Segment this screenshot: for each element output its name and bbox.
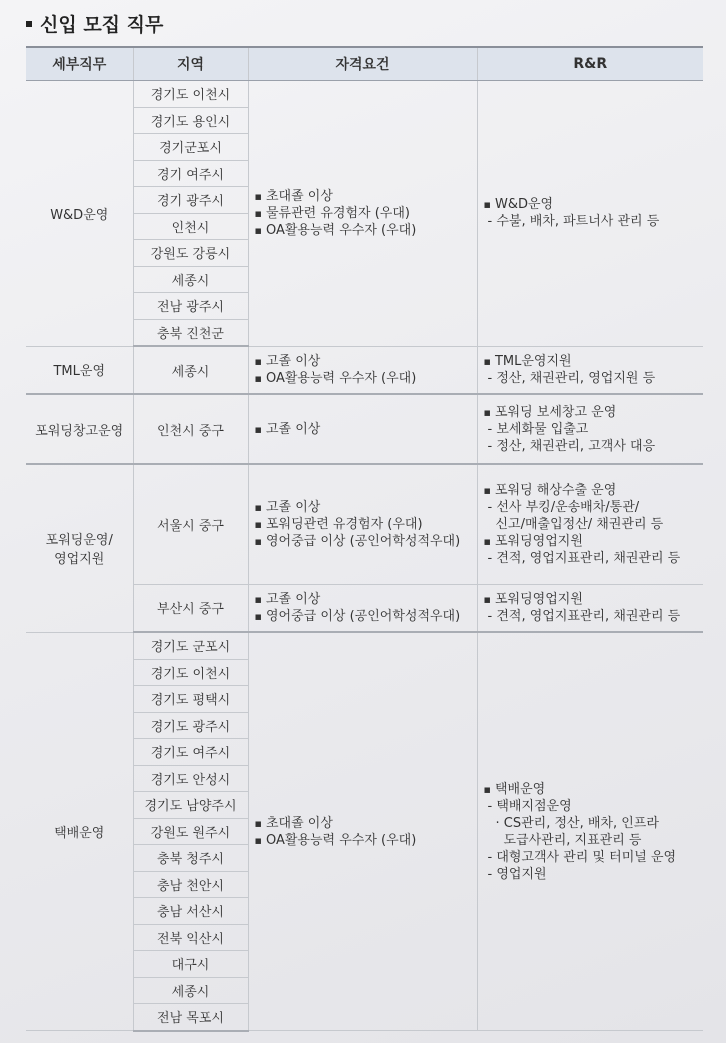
location-cell: 경기도 용인시 [133, 107, 248, 134]
rr-item: ▪ W&D운영 [484, 196, 700, 213]
location-cell: 전남 목포시 [133, 1004, 248, 1031]
rr-cell [477, 584, 703, 632]
requirement-item: ▪ OA활용능력 우수자 (우대) [255, 370, 473, 387]
requirement-item: ▪ 고졸 이상 [255, 591, 473, 608]
requirements-cell [248, 81, 477, 347]
location-cell: 강원도 강릉시 [133, 240, 248, 267]
rr-subitem: - 견적, 영업지표관리, 채권관리 등 [487, 550, 681, 566]
location-cell: 경기 광주시 [133, 187, 248, 214]
table-row [26, 394, 703, 464]
recruitment-table [26, 46, 703, 1032]
rr-subitem: - 수불, 배차, 파트너사 관리 등 [487, 214, 660, 230]
header-location: 지역 [133, 47, 248, 81]
location-cell: 대구시 [133, 951, 248, 978]
section-title [26, 10, 163, 37]
rr-cell [477, 464, 703, 584]
recruitment-table-wrapper [26, 46, 703, 1032]
rr-subitem: - 영업지원 [487, 866, 547, 882]
table-row [26, 81, 703, 108]
header-requirements: 자격요건 [248, 47, 477, 81]
rr-cell [477, 346, 703, 394]
table-row [26, 346, 703, 394]
rr-subitem: 신고/매출입정산/ 채권관리 등 [495, 516, 664, 532]
rr-subitem: - 보세화물 입출고 [487, 421, 589, 437]
location-cell: 서울시 중구 [133, 464, 248, 584]
rr-item: ▪ 포워딩 보세창고 운영 [484, 404, 700, 421]
location-cell: 경기도 이천시 [133, 81, 248, 108]
header-rr: R&R [477, 47, 703, 81]
location-cell: 경기군포시 [133, 134, 248, 161]
location-cell: 충북 청주시 [133, 845, 248, 872]
location-cell: 세종시 [133, 977, 248, 1004]
requirement-item: ▪ 초대졸 이상 [255, 188, 473, 205]
rr-item: ▪ TML운영지원 [484, 353, 700, 370]
location-cell: 경기도 남양주시 [133, 792, 248, 819]
rr-cell [477, 394, 703, 464]
location-cell: 충남 천안시 [133, 871, 248, 898]
requirement-item: ▪ 영어중급 이상 (공인어학성적우대) [255, 608, 473, 625]
rr-cell [477, 81, 703, 347]
location-cell: 경기도 평택시 [133, 686, 248, 713]
location-cell: 충북 진천군 [133, 319, 248, 346]
bullet-square-icon [26, 21, 32, 27]
role-cell: TML운영 [26, 346, 133, 394]
location-cell: 부산시 중구 [133, 584, 248, 632]
rr-item: ▪ 포워딩영업지원 [484, 591, 700, 608]
location-cell: 경기도 군포시 [133, 632, 248, 659]
rr-item: ▪ 택배운영 [484, 781, 700, 798]
rr-subitem: - 정산, 채권관리, 고객사 대응 [487, 438, 656, 454]
table-row [26, 632, 703, 659]
requirements-cell [248, 632, 477, 1031]
requirement-item: ▪ 고졸 이상 [255, 421, 473, 438]
requirements-cell [248, 394, 477, 464]
location-cell: 인천시 중구 [133, 394, 248, 464]
table-header-row [26, 47, 703, 81]
rr-subitem: - 선사 부킹/운송배차/통관/ [487, 499, 640, 515]
location-cell: 경기도 광주시 [133, 712, 248, 739]
rr-subitem: - 정산, 채권관리, 영업지원 등 [487, 370, 656, 386]
table-row [26, 464, 703, 584]
header-role: 세부직무 [26, 47, 133, 81]
rr-cell [477, 632, 703, 1031]
requirement-item: ▪ 물류관련 유경험자 (우대) [255, 205, 473, 222]
location-cell: 경기도 여주시 [133, 739, 248, 766]
location-cell: 경기 여주시 [133, 160, 248, 187]
section-title-text: 신입 모집 직무 [40, 14, 164, 36]
location-cell: 전북 익산시 [133, 924, 248, 951]
requirements-cell [248, 464, 477, 584]
requirement-item: ▪ 고졸 이상 [255, 353, 473, 370]
requirement-item: ▪ OA활용능력 우수자 (우대) [255, 832, 473, 849]
role-cell: 포워딩창고운영 [26, 394, 133, 464]
requirement-item: ▪ 포워딩관련 유경험자 (우대) [255, 516, 473, 533]
rr-subitem: - 택배지점운영 [487, 798, 572, 814]
requirement-item: ▪ 고졸 이상 [255, 499, 473, 516]
location-cell: 세종시 [133, 346, 248, 394]
location-cell: 충남 서산시 [133, 898, 248, 925]
role-cell: 포워딩운영/ 영업지원 [26, 464, 133, 632]
rr-item: ▪ 포워딩영업지원 [484, 533, 700, 550]
requirement-item: ▪ 영어중급 이상 (공인어학성적우대) [255, 533, 473, 550]
location-cell: 강원도 원주시 [133, 818, 248, 845]
rr-subitem: · CS관리, 정산, 배차, 인프라 [495, 815, 659, 831]
location-cell: 경기도 이천시 [133, 659, 248, 686]
location-cell: 세종시 [133, 266, 248, 293]
requirements-cell [248, 346, 477, 394]
rr-subitem: 도급사관리, 지표관리 등 [503, 832, 642, 848]
requirements-cell [248, 584, 477, 632]
rr-item: ▪ 포워딩 해상수출 운영 [484, 482, 700, 499]
requirement-item: ▪ OA활용능력 우수자 (우대) [255, 222, 473, 239]
location-cell: 경기도 안성시 [133, 765, 248, 792]
location-cell: 전남 광주시 [133, 293, 248, 320]
role-cell: W&D운영 [26, 81, 133, 347]
requirement-item: ▪ 초대졸 이상 [255, 815, 473, 832]
location-cell: 인천시 [133, 213, 248, 240]
rr-subitem: - 견적, 영업지표관리, 채권관리 등 [487, 608, 681, 624]
role-cell: 택배운영 [26, 632, 133, 1031]
rr-subitem: - 대형고객사 관리 및 터미널 운영 [487, 849, 677, 865]
